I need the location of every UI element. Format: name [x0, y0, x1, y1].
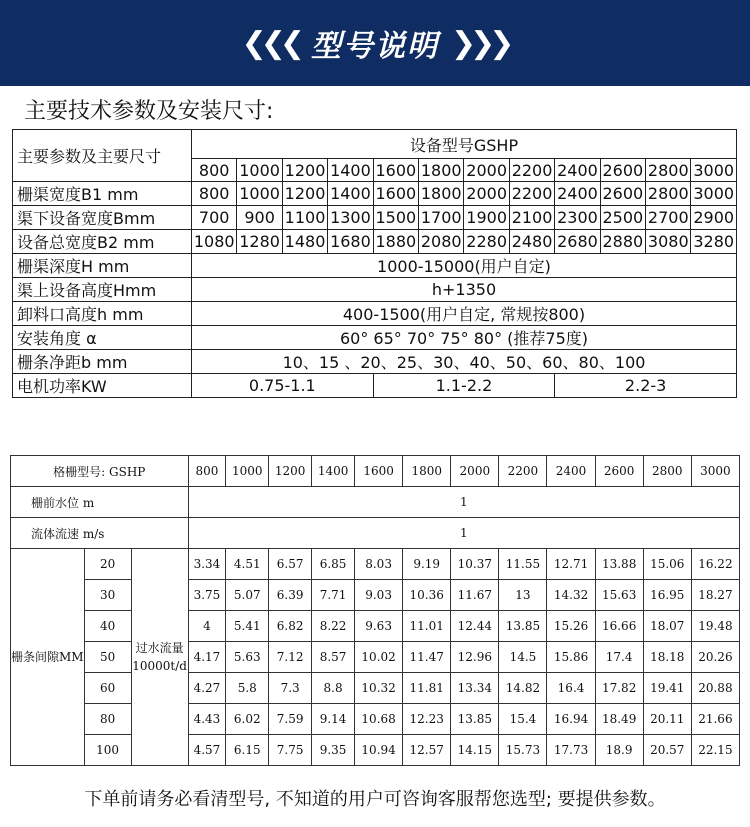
power-value-cell: 2.2-3	[555, 374, 737, 398]
flow-value-cell: 6.02	[226, 704, 269, 735]
flow-data-row	[11, 735, 740, 766]
flow-model-cell: 2200	[499, 456, 547, 487]
flow-value-cell: 4.17	[188, 642, 226, 673]
spec-value-cell: 3280	[691, 230, 737, 254]
flow-value-cell: 12.71	[547, 549, 595, 580]
spec-value-cell: 900	[237, 206, 282, 230]
spec-model-header: 设备型号GSHP	[192, 130, 737, 159]
flow-value-cell: 12.23	[403, 704, 451, 735]
spec-row	[13, 230, 737, 254]
spec-table	[12, 129, 737, 398]
flow-value-cell: 9.14	[312, 704, 355, 735]
gap-value-cell: 30	[84, 580, 131, 611]
spec-value-cell: 1900	[464, 206, 509, 230]
flow-value-cell: 19.48	[691, 611, 739, 642]
flow-value-cell: 7.75	[269, 735, 312, 766]
spec-merged-row	[13, 350, 737, 374]
flow-value-cell: 14.5	[499, 642, 547, 673]
flow-value-cell: 20.88	[691, 673, 739, 704]
flow-param-row	[11, 518, 740, 549]
spec-value-cell: 2880	[600, 230, 645, 254]
spec-model-cell: 1400	[328, 159, 373, 182]
spec-model-cell: 1200	[282, 159, 327, 182]
gap-label-cell: 栅条间隙MM	[11, 549, 85, 766]
flow-param-label: 流体流速 m/s	[11, 518, 189, 549]
flow-value-cell: 21.66	[691, 704, 739, 735]
flow-value-cell: 5.07	[226, 580, 269, 611]
flow-value-cell: 16.94	[547, 704, 595, 735]
spec-value-cell: 1480	[282, 230, 327, 254]
flow-data-row	[11, 580, 740, 611]
spec-value-cell: 1880	[373, 230, 418, 254]
flow-value-cell: 17.73	[547, 735, 595, 766]
flow-value-cell: 10.94	[355, 735, 403, 766]
spec-value-cell: 2480	[509, 230, 554, 254]
spec-value-cell: 3080	[646, 230, 691, 254]
flow-model-cell: 1600	[355, 456, 403, 487]
flow-value-cell: 4.57	[188, 735, 226, 766]
flow-param-value: 1	[188, 518, 739, 549]
flow-param-label: 栅前水位 m	[11, 487, 189, 518]
section-title: 主要技术参数及安装尺寸:	[24, 99, 274, 124]
spec-value-cell: 1400	[328, 182, 373, 206]
spec-value-cell: 1100	[282, 206, 327, 230]
spec-model-cell: 2600	[600, 159, 645, 182]
spec-row-label: 栅渠宽度B1 mm	[13, 182, 192, 206]
flow-value-cell: 9.19	[403, 549, 451, 580]
flow-header-row	[11, 456, 740, 487]
spec-model-cell: 1800	[419, 159, 464, 182]
flow-value-cell: 18.07	[643, 611, 691, 642]
gap-value-cell: 50	[84, 642, 131, 673]
flow-value-cell: 18.49	[595, 704, 643, 735]
flow-value-cell: 13.88	[595, 549, 643, 580]
flow-value-cell: 11.47	[403, 642, 451, 673]
page-title: 型号说明	[311, 29, 439, 64]
flow-value-cell: 4.43	[188, 704, 226, 735]
spec-value-cell: 2100	[509, 206, 554, 230]
flow-model-cell: 1400	[312, 456, 355, 487]
flow-value-cell: 6.85	[312, 549, 355, 580]
flow-data-row	[11, 704, 740, 735]
left-chevrons-icon: ❮❮❮	[241, 25, 299, 61]
spec-value-cell: 700	[192, 206, 237, 230]
flow-model-cell: 2800	[643, 456, 691, 487]
spec-merged-value: 10、15 、20、25、30、40、50、60、80、100	[192, 350, 737, 374]
flow-value-cell: 10.32	[355, 673, 403, 704]
spec-value-cell: 2700	[646, 206, 691, 230]
flow-value-cell: 14.82	[499, 673, 547, 704]
flow-label-cell: 过水流量10000t/d	[131, 549, 188, 766]
flow-value-cell: 7.3	[269, 673, 312, 704]
flow-value-cell: 8.22	[312, 611, 355, 642]
flow-value-cell: 6.57	[269, 549, 312, 580]
spec-value-cell: 2500	[600, 206, 645, 230]
spec-row-label: 电机功率KW	[13, 374, 192, 398]
flow-value-cell: 13	[499, 580, 547, 611]
spec-merged-value: h+1350	[192, 278, 737, 302]
spec-value-cell: 2080	[419, 230, 464, 254]
flow-table	[10, 455, 740, 766]
spec-value-cell: 1680	[328, 230, 373, 254]
flow-value-cell: 13.85	[451, 704, 499, 735]
flow-value-cell: 20.26	[691, 642, 739, 673]
flow-value-cell: 20.57	[643, 735, 691, 766]
flow-value-cell: 4.27	[188, 673, 226, 704]
spec-value-cell: 1200	[282, 182, 327, 206]
spec-merged-value: 60° 65° 70° 75° 80° (推荐75度)	[192, 326, 737, 350]
flow-model-cell: 3000	[691, 456, 739, 487]
spec-value-cell: 2000	[464, 182, 509, 206]
flow-value-cell: 6.15	[226, 735, 269, 766]
flow-value-cell: 15.63	[595, 580, 643, 611]
flow-value-cell: 11.01	[403, 611, 451, 642]
flow-value-cell: 16.66	[595, 611, 643, 642]
flow-value-cell: 8.8	[312, 673, 355, 704]
gap-value-cell: 80	[84, 704, 131, 735]
flow-value-cell: 16.95	[643, 580, 691, 611]
spec-merged-row	[13, 254, 737, 278]
spec-value-cell: 2280	[464, 230, 509, 254]
spec-value-cell: 2400	[555, 182, 600, 206]
flow-value-cell: 6.82	[269, 611, 312, 642]
flow-value-cell: 3.34	[188, 549, 226, 580]
flow-value-cell: 15.86	[547, 642, 595, 673]
flow-model-cell: 800	[188, 456, 226, 487]
spec-value-cell: 1700	[419, 206, 464, 230]
spec-row-label: 栅条净距b mm	[13, 350, 192, 374]
flow-value-cell: 5.63	[226, 642, 269, 673]
flow-value-cell: 7.12	[269, 642, 312, 673]
spec-value-cell: 2200	[509, 182, 554, 206]
spec-corner-cell: 主要参数及主要尺寸	[13, 130, 192, 182]
flow-value-cell: 5.8	[226, 673, 269, 704]
flow-corner-cell: 格栅型号: GSHP	[11, 456, 189, 487]
spec-merged-row	[13, 302, 737, 326]
spec-row	[13, 206, 737, 230]
spec-merged-row	[13, 326, 737, 350]
spec-value-cell: 2900	[691, 206, 737, 230]
spec-value-cell: 2300	[555, 206, 600, 230]
flow-value-cell: 16.4	[547, 673, 595, 704]
flow-value-cell: 5.41	[226, 611, 269, 642]
gap-value-cell: 40	[84, 611, 131, 642]
right-chevrons-icon: ❯❯❯	[451, 25, 509, 61]
flow-value-cell: 11.81	[403, 673, 451, 704]
spec-value-cell: 1080	[192, 230, 237, 254]
flow-value-cell: 17.4	[595, 642, 643, 673]
spec-merged-value: 1000-15000(用户自定)	[192, 254, 737, 278]
spec-row-label: 设备总宽度B2 mm	[13, 230, 192, 254]
spec-row-label: 安装角度 α	[13, 326, 192, 350]
spec-value-cell: 1280	[237, 230, 282, 254]
header-banner	[0, 0, 750, 86]
flow-value-cell: 18.9	[595, 735, 643, 766]
flow-value-cell: 12.96	[451, 642, 499, 673]
spec-row	[13, 182, 737, 206]
spec-value-cell: 1500	[373, 206, 418, 230]
flow-value-cell: 15.06	[643, 549, 691, 580]
flow-data-row	[11, 642, 740, 673]
spec-model-cell: 3000	[691, 159, 737, 182]
spec-value-cell: 1000	[237, 182, 282, 206]
spec-row-label: 渠上设备高度Hmm	[13, 278, 192, 302]
flow-value-cell: 10.02	[355, 642, 403, 673]
footer-note: 下单前请务必看清型号, 不知道的用户可咨询客服帮您选型; 要提供参数。	[84, 789, 666, 810]
flow-model-cell: 2400	[547, 456, 595, 487]
flow-value-cell: 18.27	[691, 580, 739, 611]
spec-power-row	[13, 374, 737, 398]
flow-value-cell: 14.32	[547, 580, 595, 611]
spec-value-cell: 3000	[691, 182, 737, 206]
flow-value-cell: 22.15	[691, 735, 739, 766]
flow-data-row	[11, 673, 740, 704]
flow-value-cell: 12.44	[451, 611, 499, 642]
flow-model-cell: 1200	[269, 456, 312, 487]
flow-value-cell: 17.82	[595, 673, 643, 704]
flow-value-cell: 14.15	[451, 735, 499, 766]
flow-value-cell: 19.41	[643, 673, 691, 704]
spec-model-cell: 800	[192, 159, 237, 182]
spec-value-cell: 2680	[555, 230, 600, 254]
spec-value-cell: 1300	[328, 206, 373, 230]
flow-value-cell: 20.11	[643, 704, 691, 735]
flow-data-row	[11, 549, 740, 580]
flow-value-cell: 7.59	[269, 704, 312, 735]
spec-row-label: 栅渠深度H mm	[13, 254, 192, 278]
flow-value-cell: 8.57	[312, 642, 355, 673]
flow-value-cell: 13.34	[451, 673, 499, 704]
flow-value-cell: 9.63	[355, 611, 403, 642]
spec-value-cell: 2600	[600, 182, 645, 206]
flow-model-cell: 2000	[451, 456, 499, 487]
flow-value-cell: 15.4	[499, 704, 547, 735]
flow-value-cell: 4	[188, 611, 226, 642]
flow-value-cell: 18.18	[643, 642, 691, 673]
flow-model-cell: 2600	[595, 456, 643, 487]
spec-model-cell: 2200	[509, 159, 554, 182]
flow-value-cell: 12.57	[403, 735, 451, 766]
spec-merged-value: 400-1500(用户自定, 常规按800)	[192, 302, 737, 326]
spec-value-cell: 1600	[373, 182, 418, 206]
gap-value-cell: 60	[84, 673, 131, 704]
flow-value-cell: 16.22	[691, 549, 739, 580]
flow-param-row	[11, 487, 740, 518]
power-value-cell: 0.75-1.1	[192, 374, 374, 398]
flow-value-cell: 3.75	[188, 580, 226, 611]
gap-value-cell: 100	[84, 735, 131, 766]
gap-value-cell: 20	[84, 549, 131, 580]
spec-value-cell: 2800	[646, 182, 691, 206]
spec-row-label: 卸料口高度h mm	[13, 302, 192, 326]
flow-value-cell: 7.71	[312, 580, 355, 611]
flow-value-cell: 10.37	[451, 549, 499, 580]
spec-model-cell: 1600	[373, 159, 418, 182]
spec-value-cell: 1800	[419, 182, 464, 206]
spec-model-cell: 2000	[464, 159, 509, 182]
flow-value-cell: 15.73	[499, 735, 547, 766]
flow-value-cell: 13.85	[499, 611, 547, 642]
flow-value-cell: 6.39	[269, 580, 312, 611]
flow-value-cell: 9.35	[312, 735, 355, 766]
flow-value-cell: 10.68	[355, 704, 403, 735]
flow-value-cell: 10.36	[403, 580, 451, 611]
spec-row-label: 渠下设备宽度Bmm	[13, 206, 192, 230]
power-value-cell: 1.1-2.2	[373, 374, 555, 398]
spec-merged-row	[13, 278, 737, 302]
flow-model-cell: 1000	[226, 456, 269, 487]
flow-value-cell: 8.03	[355, 549, 403, 580]
spec-model-cell: 1000	[237, 159, 282, 182]
spec-model-cell: 2800	[646, 159, 691, 182]
flow-value-cell: 9.03	[355, 580, 403, 611]
flow-value-cell: 11.67	[451, 580, 499, 611]
spec-header-row	[13, 130, 737, 159]
spec-value-cell: 800	[192, 182, 237, 206]
flow-value-cell: 15.26	[547, 611, 595, 642]
flow-value-cell: 11.55	[499, 549, 547, 580]
flow-value-cell: 4.51	[226, 549, 269, 580]
flow-data-row	[11, 611, 740, 642]
spec-model-cell: 2400	[555, 159, 600, 182]
flow-model-cell: 1800	[403, 456, 451, 487]
flow-param-value: 1	[188, 487, 739, 518]
